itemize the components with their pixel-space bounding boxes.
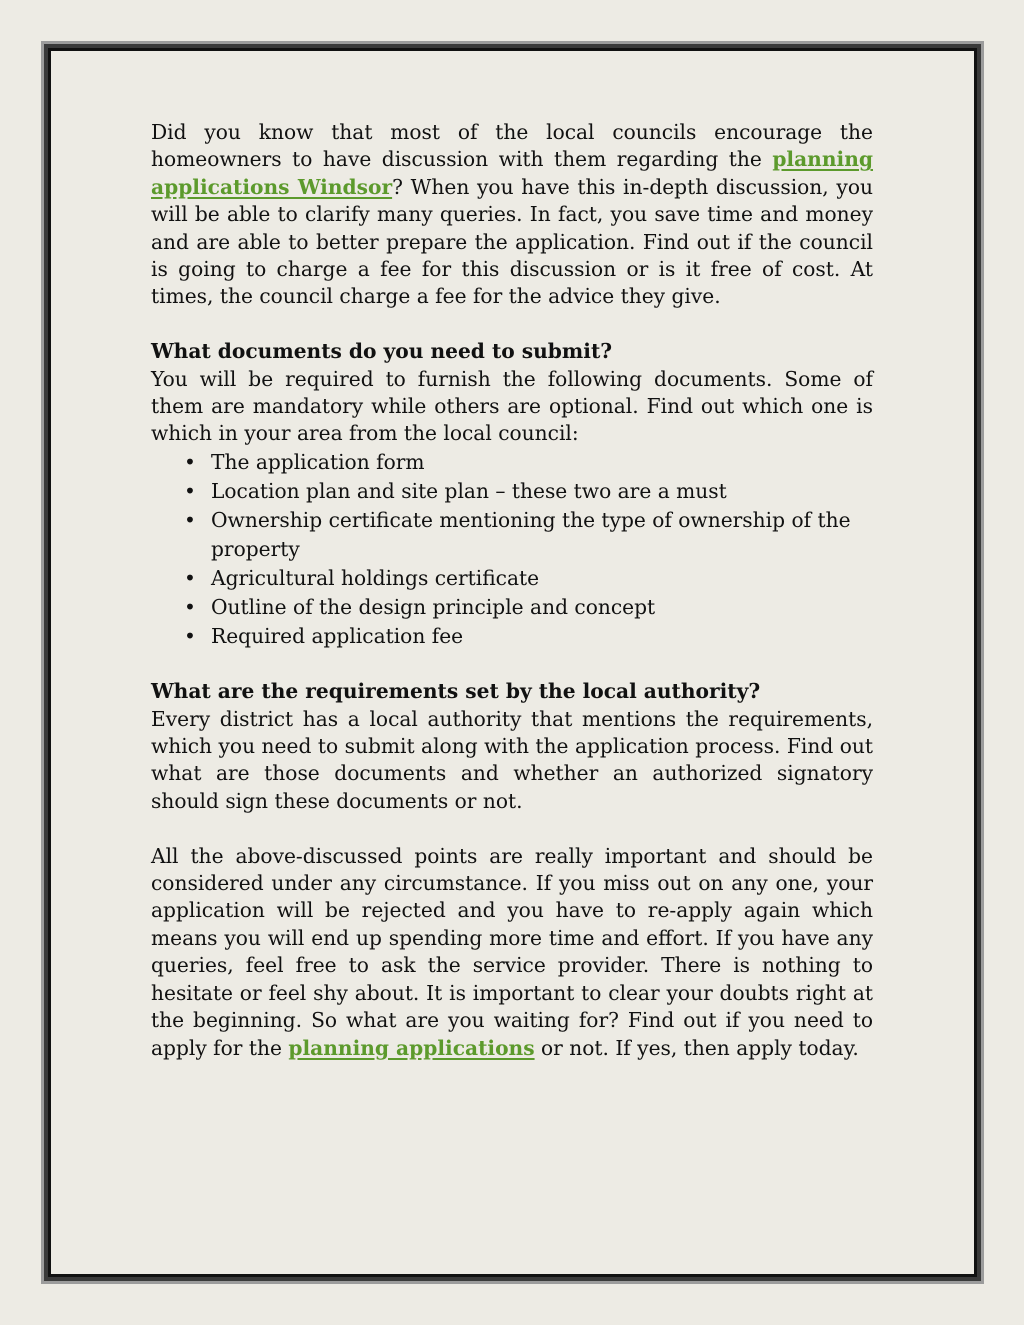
planning-applications-windsor-link[interactable]: planning applications Windsor bbox=[151, 147, 873, 199]
list-item bbox=[151, 593, 873, 622]
requirements-body: Every district has a local authority that mentions the requirements, which you need to submit along with the application process. Find out what are those documents and whether an authorized signatory should sign these documents or not. bbox=[151, 706, 873, 813]
intro-text-before-link: Did you know that most of the local councils encourage the homeowners to have discussion with them regarding the bbox=[151, 120, 873, 172]
bullet-icon: • bbox=[184, 623, 196, 648]
requirements-heading: What are the requirements set by the local authority? bbox=[151, 679, 761, 704]
list-item bbox=[151, 448, 873, 477]
bullet-icon: • bbox=[184, 565, 196, 590]
documents-intro: You will be required to furnish the following documents. Some of them are mandatory while others are optional. Find out which one is which in your area from the local council: bbox=[151, 366, 873, 446]
spacer bbox=[151, 815, 873, 842]
closing-paragraph bbox=[151, 843, 873, 1062]
list-item-text: Outline of the design principle and concept bbox=[211, 594, 656, 619]
list-item bbox=[151, 622, 873, 651]
list-item-text: Location plan and site plan – these two are a must bbox=[211, 478, 727, 503]
list-item bbox=[151, 506, 873, 564]
planning-applications-link[interactable]: planning applications bbox=[288, 1035, 535, 1060]
documents-list bbox=[151, 448, 873, 651]
document-body bbox=[151, 119, 873, 1062]
list-item-text: The application form bbox=[211, 449, 425, 474]
list-item bbox=[151, 477, 873, 506]
intro-text-after-link: ? When you have this in-depth discussion, you will be able to clarify many queries. In fact, you save time and money and are able to better prepare the application. Find out if the council is going to charge a fee for this discussion or is it free of cost. At times, the council charge a fee for the advice they give. bbox=[151, 174, 873, 309]
bullet-icon: • bbox=[184, 449, 196, 474]
list-item-text: Required application fee bbox=[211, 623, 464, 648]
list-item-text: Agricultural holdings certificate bbox=[211, 565, 540, 590]
list-item bbox=[151, 564, 873, 593]
spacer bbox=[151, 311, 873, 338]
intro-paragraph bbox=[151, 119, 873, 311]
spacer bbox=[151, 651, 873, 678]
bullet-icon: • bbox=[184, 594, 196, 619]
bullet-icon: • bbox=[184, 478, 196, 503]
list-item-text: Ownership certificate mentioning the type of ownership of the property bbox=[211, 507, 851, 561]
closing-text-after-link: or not. If yes, then apply today. bbox=[534, 1035, 859, 1060]
documents-heading: What documents do you need to submit? bbox=[151, 339, 613, 364]
closing-text-before-link: All the above-discussed points are really important and should be considered under any circumstance. If you miss out on any one, your application will be rejected and you have to re-apply again which means you will end up spending more time and effort. If you have any queries, feel free to ask the service provider. There is nothing to hesitate or feel shy about. It is important to clear your doubts right at the beginning. So what are you waiting for? Find out if you need to apply for the bbox=[151, 843, 873, 1060]
bullet-icon: • bbox=[184, 507, 196, 532]
